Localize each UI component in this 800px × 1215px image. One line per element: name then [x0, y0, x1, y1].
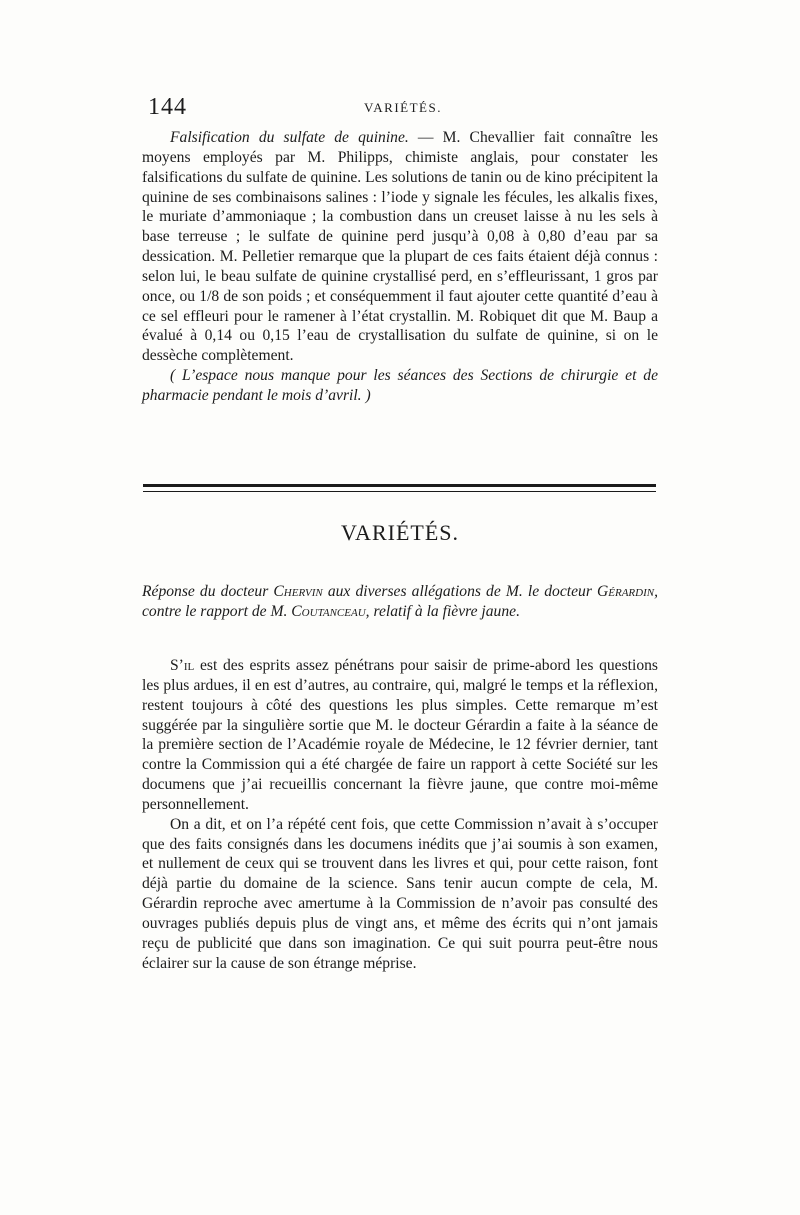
falsification-paragraph — [142, 128, 658, 366]
author-name: Chervin — [273, 583, 323, 600]
section-title: VARIÉTÉS. — [341, 520, 459, 545]
adversary-name: Gérardin — [597, 583, 655, 600]
falsification-heading: Falsification du sulfate de quinine. — [170, 129, 409, 146]
article-title-part: Réponse du docteur — [142, 583, 274, 600]
article-title-part: aux diverses allégations de M. le docteur — [322, 583, 597, 600]
article-title-part: , relatif à la fièvre jaune. — [365, 603, 520, 620]
page-number: 144 — [148, 94, 187, 120]
body-paragraph-1 — [142, 656, 658, 815]
falsification-section — [142, 128, 658, 406]
opening-word: S’il — [170, 657, 195, 674]
running-title: VARIÉTÉS. — [364, 100, 442, 115]
divider-thin-rule — [143, 491, 656, 492]
falsification-text: M. Chevallier fait connaître les moyens employés par M. Philipps, chimiste anglais, pour constater les falsifications du sulfate de quinine. Les solutions de tanin ou de kino précipitent la quinine de ses combinaisons salines : l’iode y signale les fécules, les alkalis fixes, le muriate d’ammoniaque ; la combustion dans un creuset laisse à nu les sels à base terreuse ; le sulfate de quinine perd jusqu’à 0,08 à 0,80 d’eau par sa dessication. M. Pelletier remarque que la plupart de ces faits étaient déjà connus : selon lui, le beau sulfate de quinine crystallisé perd, en s’effleurissant, 1 gros par once, ou 1/8 de son poids ; et conséquemment il faut ajouter cette quantité d’eau à ce sel effleuri pour le ramener à l’état crystallin. M. Robiquet dit que M. Baup a évalué à 0,14 ou 0,15 l’eau de crystallisation du sulfate de quinine, si on le dessèche complètement. — [142, 129, 659, 365]
article-title — [142, 582, 658, 622]
running-head — [148, 94, 658, 122]
editorial-note: ( L’espace nous manque pour les séances des Sections de chirurgie et de pharmacie pendant le mois d’avril. ) — [142, 367, 658, 404]
article-body — [142, 656, 658, 974]
body-paragraph-2: On a dit, et on l’a répété cent fois, que cette Commission n’avait à s’occuper que des faits consignés dans les documens inédits que j’ai soumis à son examen, et nullement de ceux qui se trouvent dans les livres et qui, pour cette raison, font déjà partie du domaine de la science. Sans tenir aucun compte de cela, M. Gérardin reproche avec amertume à la Commission de n’avoir pas consulté des ouvrages publiés depuis plus de vingt ans, et même des écrits qui n’ont jamais reçu de publicité que dans son imagination. Ce qui suit pourra peut-être nous éclairer sur la cause de son étrange méprise. — [142, 815, 658, 972]
divider-thick-rule — [143, 484, 656, 487]
rapporteur-name: Coutanceau — [291, 603, 366, 620]
body-paragraph-1-text: est des esprits assez pénétrans pour saisir de prime-abord les questions les plus ardues, il en est d’autres, au contraire, qui, malgré le temps et la réflexion, restent toujours à côté des questions les plus simples. Cette remarque m’est suggérée par la singulière sortie que M. le docteur Gérardin a faite à la séance de la première section de l’Académie royale de Médecine, le 12 février dernier, tant contre la Commission qui a été chargée de faire un rapport à cette Société sur les documens que j’ai recueillis concernant la fièvre jaune, que contre moi-même personnellement. — [142, 657, 658, 813]
section-divider — [143, 484, 656, 492]
article-title-part: , contre le rapport de M. — [142, 583, 658, 620]
heading-dash: — — [408, 129, 443, 146]
